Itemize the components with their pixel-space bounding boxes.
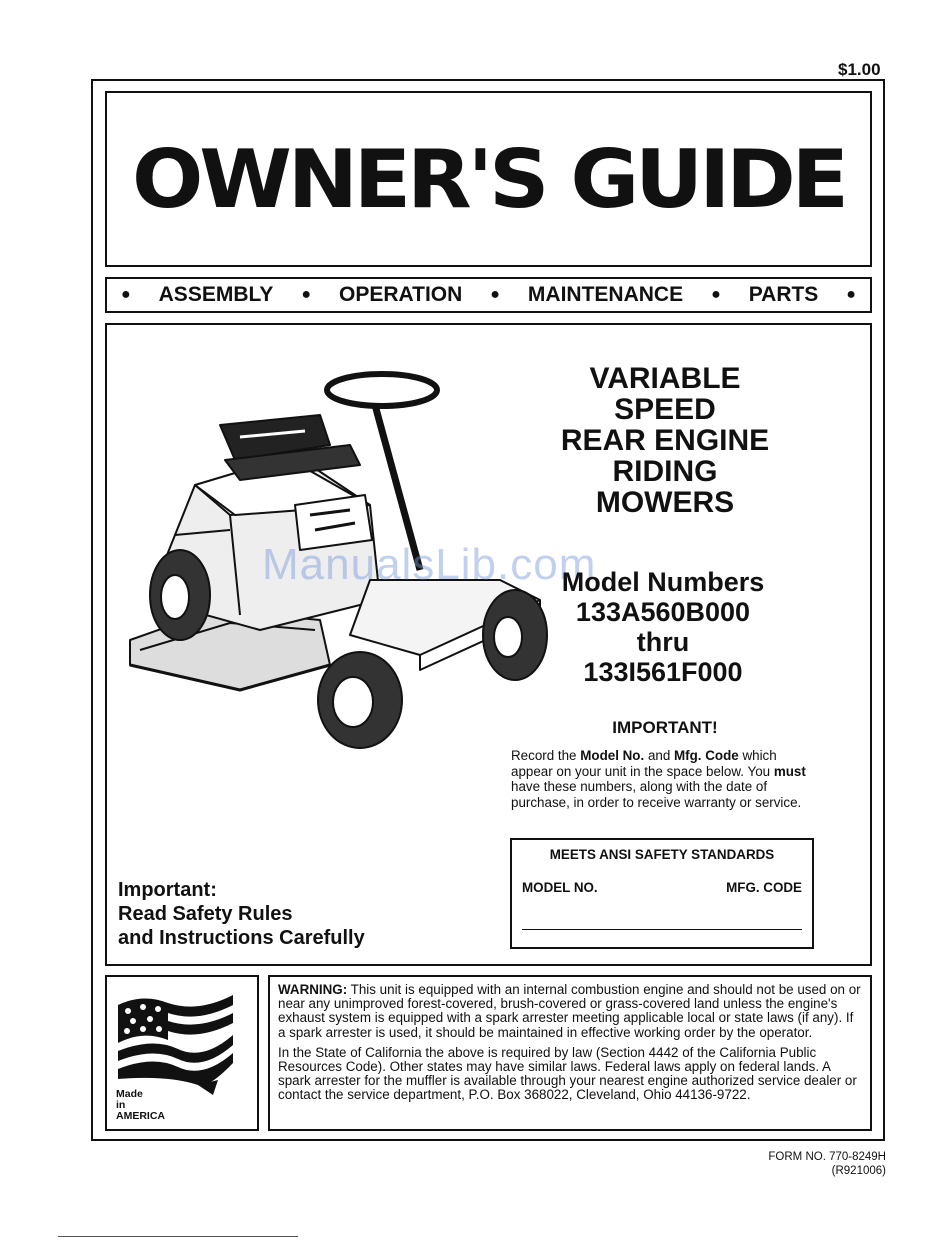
- made-line: Made: [116, 1088, 143, 1100]
- made-line: AMERICA: [116, 1110, 165, 1122]
- product-headline: [550, 363, 780, 518]
- bullet-icon: ●: [711, 286, 721, 303]
- record-instructions: [511, 748, 816, 810]
- bullet-icon: ●: [121, 286, 131, 303]
- model-numbers-label: Model Numbers: [561, 567, 765, 597]
- safety-line: Important:: [118, 879, 217, 901]
- warning-paragraph-1: [278, 983, 862, 1040]
- title-box: [105, 91, 872, 267]
- model-to: 133I561F000: [583, 657, 743, 687]
- model-from: 133A560B000: [575, 597, 751, 627]
- page-title: OWNER'S GUIDE: [132, 132, 845, 226]
- bold-text: Mfg. Code: [674, 748, 739, 763]
- safety-line: and Instructions Carefully: [118, 927, 365, 949]
- safety-notice: [118, 878, 365, 950]
- section-bar: [105, 277, 872, 313]
- text: and: [644, 748, 675, 763]
- price: $1.00: [838, 60, 881, 79]
- bold-text: Model No.: [580, 748, 645, 763]
- text: Record the: [511, 748, 581, 763]
- form-number: [756, 1150, 886, 1178]
- bullet-icon: ●: [846, 286, 856, 303]
- warning-label: WARNING:: [278, 982, 348, 997]
- important-heading: IMPORTANT!: [612, 718, 718, 737]
- section-maintenance: MAINTENANCE: [527, 283, 684, 306]
- text: have these numbers, along with the date of purchase, in order to receive warranty or service.: [511, 779, 802, 810]
- bullet-icon: ●: [301, 286, 312, 303]
- headline-line: SPEED: [614, 393, 716, 426]
- text: which appear on your unit in the space below. You: [511, 748, 777, 779]
- bottom-rule: [58, 1236, 298, 1237]
- american-flag-icon: [113, 985, 243, 1095]
- write-in-line: [522, 929, 802, 930]
- ansi-record-box: [510, 838, 814, 949]
- made-line: in: [116, 1099, 126, 1111]
- made-in-america-box: [105, 975, 259, 1131]
- model-numbers: [548, 567, 778, 687]
- section-assembly: ASSEMBLY: [158, 283, 274, 306]
- made-in-label: [116, 1089, 165, 1122]
- headline-line: RIDING: [612, 455, 718, 488]
- bullet-icon: ●: [490, 286, 500, 303]
- form-revision: (R921006): [831, 1165, 886, 1177]
- headline-line: VARIABLE: [589, 362, 741, 395]
- section-operation: OPERATION: [339, 283, 463, 306]
- warning-paragraph-2: In the State of California the above is required by law (Section 4442 of the California Public Resources Code). Other states may have similar laws. Federal laws apply on federal lands. A spark arrester for the muffler is available through your nearest engine authorized service dealer or contact the service department, P.O. Box 368022, Cleveland, Ohio 44136-9722.: [278, 1044, 857, 1103]
- headline-line: MOWERS: [595, 486, 735, 519]
- ansi-title: MEETS ANSI SAFETY STANDARDS: [549, 847, 775, 862]
- warning-box: [268, 975, 872, 1131]
- mfg-code-label: MFG. CODE: [726, 880, 802, 895]
- form-no: FORM NO. 770-8249H: [768, 1151, 886, 1163]
- bold-text: must: [773, 763, 806, 779]
- model-no-label: MODEL NO.: [522, 880, 598, 895]
- headline-line: REAR ENGINE: [560, 424, 770, 457]
- watermark: ManualsLib.com: [262, 540, 597, 589]
- section-parts: PARTS: [748, 283, 819, 306]
- model-thru: thru: [636, 627, 690, 657]
- safety-line: Read Safety Rules: [118, 903, 293, 925]
- warning-text: This unit is equipped with an internal combustion engine and should not be used on or near any unimproved forest-covered, brush-covered or grass-covered land unless the engine's exhaust system is equipped with a spark arrester meeting applicable local or state laws (if any). If a spark arrester is used, it should be maintained in effective working order by the operator.: [278, 982, 861, 1040]
